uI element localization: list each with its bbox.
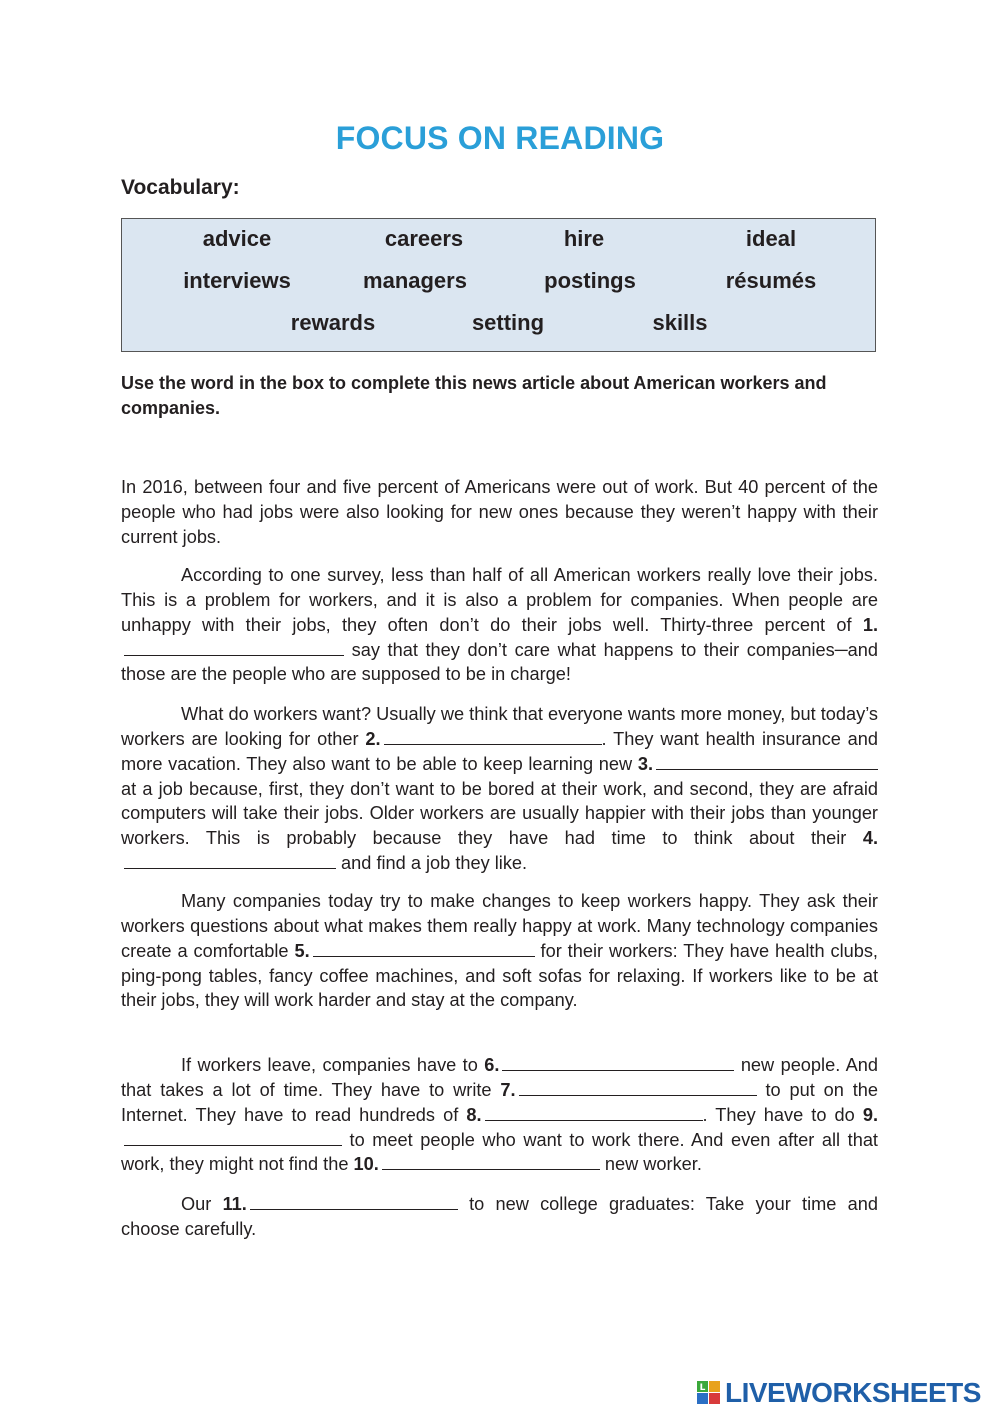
paragraph-6 — [121, 1192, 878, 1242]
text-segment: to put on the Internet. They have to read hundreds of — [121, 1079, 878, 1125]
liveworksheets-logo — [697, 1376, 981, 1410]
word-bank-item: hire — [563, 226, 605, 251]
text-segment: If workers leave, companies have to — [181, 1055, 485, 1075]
word-bank-item: postings — [544, 268, 636, 293]
blank-9-input[interactable] — [124, 1128, 342, 1146]
vocabulary-label: Vocabulary: — [121, 176, 240, 199]
blank-number: 10. — [353, 1154, 379, 1175]
text-segment: new people. And that takes a lot of time. They have to write — [121, 1055, 878, 1100]
blank-5-input[interactable] — [313, 939, 535, 957]
blank-10-input[interactable] — [382, 1152, 600, 1170]
blank-number: 1. — [862, 614, 878, 635]
brand-text: LIVEWORKSHEETS — [725, 1377, 981, 1408]
blank-number: 9. — [862, 1104, 878, 1125]
blank-4-input[interactable] — [124, 851, 336, 869]
paragraph-3 — [121, 702, 878, 876]
blank-3-input[interactable] — [656, 752, 878, 770]
page-title: FOCUS ON READING — [335, 120, 665, 156]
blank-1-input[interactable] — [124, 638, 344, 656]
blank-8-input[interactable] — [485, 1103, 703, 1121]
text-segment: and find a job they like. — [336, 853, 528, 874]
blank-7-input[interactable] — [519, 1078, 757, 1096]
word-bank-item: setting — [471, 310, 545, 335]
blank-number: 6. — [484, 1055, 500, 1075]
text-segment: for their workers: They have health clubs, ping-pong tables, fancy coffee machines, and soft sofas for relaxing. If workers like to be at their jobs, they will work harder and stay at the company. — [121, 940, 878, 1011]
paragraph-4 — [121, 889, 878, 1013]
text-segment: . They want health insurance and more vacation. They also want to be able to keep learning new — [121, 728, 878, 774]
blank-number: 11. — [222, 1194, 247, 1214]
paragraph-1: In 2016, between four and five percent of Americans were out of work. But 40 percent of the people who had jobs were also looking for new ones because they weren’t happy with their current jobs. — [121, 477, 878, 547]
blank-number: 2. — [365, 728, 381, 749]
blank-number: 3. — [637, 753, 653, 774]
blank-number: 7. — [500, 1079, 516, 1100]
text-segment: new worker. — [599, 1154, 702, 1175]
word-bank-item: interviews — [183, 268, 291, 293]
text-segment: According to one survey, less than half of all American workers really love their jobs. This is a problem for workers, and it is also a problem for companies. When people are unhappy with their jobs, they often don’t do their jobs well. Thirty-three percent of — [121, 565, 878, 635]
word-bank-item: careers — [384, 226, 464, 251]
word-bank-item: advice — [202, 226, 272, 251]
text-segment: What do workers want? Usually we think that everyone wants more money, but today’s workers are looking for other — [121, 704, 878, 749]
text-segment: say that they don’t care what happens to their companies─and those are the people who are supposed to be in charge! — [121, 639, 878, 685]
word-bank-item: résumés — [725, 268, 817, 293]
blank-number: 4. — [862, 828, 878, 849]
text-segment: . They have to do — [702, 1104, 863, 1125]
liveworksheets-icon — [697, 1380, 723, 1406]
text-segment: to new college graduates: Take your time and choose carefully. — [121, 1194, 878, 1239]
word-bank-item: managers — [363, 268, 467, 293]
blank-6-input[interactable] — [502, 1053, 734, 1071]
word-bank-item: ideal — [745, 226, 797, 251]
instructions: Use the word in the box to complete this news article about American workers and companies. — [121, 373, 827, 418]
blank-number: 5. — [294, 940, 310, 961]
logo-letter: L — [699, 1383, 706, 1393]
text-segment: at a job because, first, they don’t want to be bored at their work, and second, they are afraid computers will take their jobs. Older workers are usually happier with their jobs than younger workers. This is probably because they have had time to think about their — [121, 778, 878, 849]
text-segment: to meet people who want to work there. And even after all that work, they might not find the — [121, 1129, 878, 1175]
word-bank-item: rewards — [290, 310, 376, 335]
text-segment: Our — [181, 1194, 223, 1214]
paragraph-5 — [121, 1053, 878, 1177]
blank-11-input[interactable] — [250, 1192, 458, 1210]
blank-number: 8. — [466, 1104, 482, 1125]
paragraph-2 — [121, 563, 878, 687]
word-bank-box — [121, 218, 876, 352]
text-segment: Many companies today try to make changes to keep workers happy. They ask their workers questions about what makes them really happy at work. Many technology companies create a comfortable — [121, 891, 878, 961]
word-bank-item: skills — [652, 310, 708, 335]
blank-2-input[interactable] — [384, 727, 602, 745]
